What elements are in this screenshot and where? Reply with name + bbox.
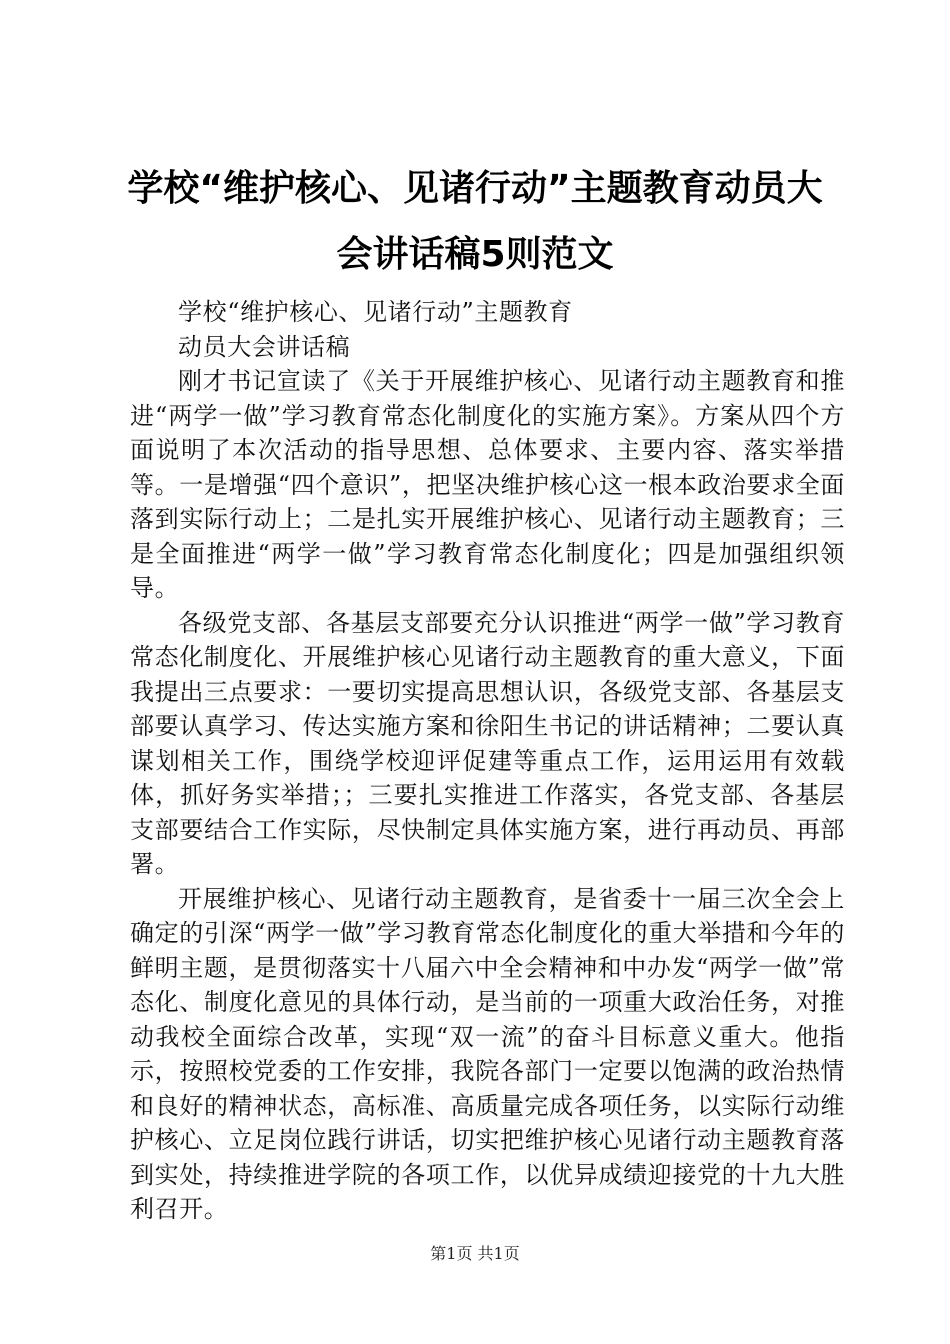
document-body (130, 295, 845, 1227)
subtitle-line-1: 学校“维护核心、见诸行动”主题教育 (178, 298, 573, 326)
document-title (100, 156, 850, 288)
title-line-2: 会讲话稿5则范文 (336, 234, 614, 275)
paragraph-2: 各级党支部、各基层支部要充分认识推进“两学一做”学习教育常态化制度化、开展维护核心见诸行动主题教育的重大意义，下面我提出三点要求：一要切实提高思想认识，各级党支部、各基层支部要认真学习、传达实施方案和徐阳生书记的讲话精神；二要认真谋划相关工作，围绕学校迎评促建等重点工作，运用运用有效载体，抓好务实举措；；三要扎实推进工作落实，各党支部、各基层支部要结合工作实际，尽快制定具体实施方案，进行再动员、再部署。 (130, 608, 845, 878)
paragraph-3: 开展维护核心、见诸行动主题教育，是省委十一届三次全会上确定的引深“两学一做”学习教育常态化制度化的重大举措和今年的鲜明主题，是贯彻落实十八届六中全会精神和中办发“两学一做”常态化、制度化意见的具体行动，是当前的一项重大政治任务，对推动我校全面综合改革，实现“双一流”的奋斗目标意义重大。他指示，按照校党委的工作安排，我院各部门一定要以饱满的政治热情和良好的精神状态，高标准、高质量完成各项任务，以实际行动维护核心、立足岗位践行讲话，切实把维护核心见诸行动主题教育落到实处，持续推进学院的各项工作，以优异成绩迎接党的十九大胜利召开。 (130, 884, 845, 1223)
subtitle-line-2: 动员大会讲话稿 (178, 332, 351, 361)
page-footer: 第1页 共1页 (430, 1244, 520, 1263)
paragraph-1: 刚才书记宣读了《关于开展维护核心、见诸行动主题教育和推进“两学一做”学习教育常态化制度化的实施方案》。方案从四个方面说明了本次活动的指导思想、总体要求、主要内容、落实举措等。一是增强“四个意识”，把坚决维护核心这一根本政治要求全面落到实际行动上；二是扎实开展维护核心、见诸行动主题教育；三是全面推进“两学一做”学习教育常态化制度化；四是加强组织领导。 (130, 367, 845, 602)
title-line-1: 学校“维护核心、见诸行动”主题教育动员大 (127, 168, 823, 209)
